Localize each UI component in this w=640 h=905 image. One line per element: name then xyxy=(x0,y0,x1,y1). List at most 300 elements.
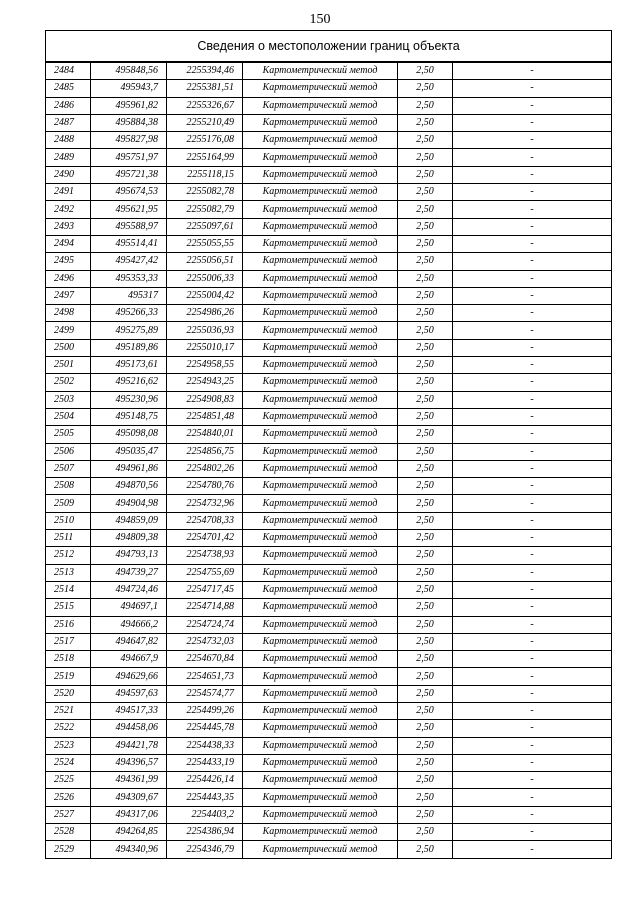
y-coordinate-cell: 2255097,61 xyxy=(167,218,243,235)
table-title: Сведения о местоположении границ объекта xyxy=(46,31,612,63)
x-coordinate-cell: 495189,86 xyxy=(91,339,167,356)
y-coordinate-cell: 2255326,67 xyxy=(167,97,243,114)
x-coordinate-cell: 494859,09 xyxy=(91,512,167,529)
method-cell: Картометрический метод xyxy=(243,132,398,149)
description-cell: - xyxy=(453,512,612,529)
x-coordinate-cell: 495943,7 xyxy=(91,80,167,97)
accuracy-cell: 2,50 xyxy=(398,201,453,218)
point-number-cell: 2510 xyxy=(46,512,91,529)
method-cell: Картометрический метод xyxy=(243,357,398,374)
point-number-cell: 2495 xyxy=(46,253,91,270)
table-row xyxy=(46,737,612,754)
method-cell: Картометрический метод xyxy=(243,408,398,425)
y-coordinate-cell: 2254714,88 xyxy=(167,599,243,616)
accuracy-cell: 2,50 xyxy=(398,218,453,235)
point-number-cell: 2493 xyxy=(46,218,91,235)
description-cell: - xyxy=(453,426,612,443)
y-coordinate-cell: 2255394,46 xyxy=(167,62,243,80)
table-row xyxy=(46,322,612,339)
method-cell: Картометрический метод xyxy=(243,62,398,80)
table-row xyxy=(46,581,612,598)
table-row xyxy=(46,218,612,235)
x-coordinate-cell: 494421,78 xyxy=(91,737,167,754)
method-cell: Картометрический метод xyxy=(243,564,398,581)
accuracy-cell: 2,50 xyxy=(398,495,453,512)
method-cell: Картометрический метод xyxy=(243,305,398,322)
y-coordinate-cell: 2254943,25 xyxy=(167,374,243,391)
description-cell: - xyxy=(453,547,612,564)
y-coordinate-cell: 2254840,01 xyxy=(167,426,243,443)
x-coordinate-cell: 494264,85 xyxy=(91,824,167,841)
y-coordinate-cell: 2255010,17 xyxy=(167,339,243,356)
description-cell: - xyxy=(453,218,612,235)
method-cell: Картометрический метод xyxy=(243,253,398,270)
y-coordinate-cell: 2254433,19 xyxy=(167,754,243,771)
accuracy-cell: 2,50 xyxy=(398,824,453,841)
x-coordinate-cell: 494739,27 xyxy=(91,564,167,581)
accuracy-cell: 2,50 xyxy=(398,62,453,80)
x-coordinate-cell: 495848,56 xyxy=(91,62,167,80)
table-row xyxy=(46,305,612,322)
y-coordinate-cell: 2255210,49 xyxy=(167,114,243,131)
table-row xyxy=(46,495,612,512)
y-coordinate-cell: 2254426,14 xyxy=(167,772,243,789)
table-row xyxy=(46,97,612,114)
accuracy-cell: 2,50 xyxy=(398,339,453,356)
table-row xyxy=(46,114,612,131)
x-coordinate-cell: 494697,1 xyxy=(91,599,167,616)
x-coordinate-cell: 494809,38 xyxy=(91,530,167,547)
table-row xyxy=(46,80,612,97)
x-coordinate-cell: 494904,98 xyxy=(91,495,167,512)
description-cell: - xyxy=(453,633,612,650)
page-number: 150 xyxy=(309,12,331,27)
method-cell: Картометрический метод xyxy=(243,235,398,252)
point-number-cell: 2485 xyxy=(46,80,91,97)
x-coordinate-cell: 494629,66 xyxy=(91,668,167,685)
accuracy-cell: 2,50 xyxy=(398,633,453,650)
y-coordinate-cell: 2254986,26 xyxy=(167,305,243,322)
description-cell: - xyxy=(453,201,612,218)
method-cell: Картометрический метод xyxy=(243,339,398,356)
table-row xyxy=(46,270,612,287)
y-coordinate-cell: 2254651,73 xyxy=(167,668,243,685)
x-coordinate-cell: 494666,2 xyxy=(91,616,167,633)
point-number-cell: 2503 xyxy=(46,391,91,408)
y-coordinate-cell: 2255381,51 xyxy=(167,80,243,97)
method-cell: Картометрический метод xyxy=(243,737,398,754)
table-row xyxy=(46,149,612,166)
description-cell: - xyxy=(453,530,612,547)
table-row xyxy=(46,841,612,858)
y-coordinate-cell: 2255006,33 xyxy=(167,270,243,287)
point-number-cell: 2511 xyxy=(46,530,91,547)
x-coordinate-cell: 495098,08 xyxy=(91,426,167,443)
method-cell: Картометрический метод xyxy=(243,841,398,858)
description-cell: - xyxy=(453,720,612,737)
description-cell: - xyxy=(453,702,612,719)
x-coordinate-cell: 494724,46 xyxy=(91,581,167,598)
accuracy-cell: 2,50 xyxy=(398,322,453,339)
table-row xyxy=(46,287,612,304)
accuracy-cell: 2,50 xyxy=(398,357,453,374)
description-cell: - xyxy=(453,478,612,495)
table-row xyxy=(46,478,612,495)
description-cell: - xyxy=(453,754,612,771)
x-coordinate-cell: 494597,63 xyxy=(91,685,167,702)
accuracy-cell: 2,50 xyxy=(398,789,453,806)
point-number-cell: 2526 xyxy=(46,789,91,806)
point-number-cell: 2490 xyxy=(46,166,91,183)
point-number-cell: 2512 xyxy=(46,547,91,564)
x-coordinate-cell: 494396,57 xyxy=(91,754,167,771)
description-cell: - xyxy=(453,374,612,391)
description-cell: - xyxy=(453,253,612,270)
y-coordinate-cell: 2254908,83 xyxy=(167,391,243,408)
accuracy-cell: 2,50 xyxy=(398,166,453,183)
y-coordinate-cell: 2254445,78 xyxy=(167,720,243,737)
x-coordinate-cell: 495353,33 xyxy=(91,270,167,287)
x-coordinate-cell: 494647,82 xyxy=(91,633,167,650)
method-cell: Картометрический метод xyxy=(243,720,398,737)
table-row xyxy=(46,408,612,425)
y-coordinate-cell: 2254574,77 xyxy=(167,685,243,702)
point-number-cell: 2517 xyxy=(46,633,91,650)
method-cell: Картометрический метод xyxy=(243,824,398,841)
x-coordinate-cell: 495884,38 xyxy=(91,114,167,131)
table-row xyxy=(46,62,612,80)
description-cell: - xyxy=(453,287,612,304)
description-cell: - xyxy=(453,114,612,131)
point-number-cell: 2527 xyxy=(46,806,91,823)
point-number-cell: 2506 xyxy=(46,443,91,460)
accuracy-cell: 2,50 xyxy=(398,305,453,322)
table-row xyxy=(46,201,612,218)
point-number-cell: 2507 xyxy=(46,460,91,477)
table-row xyxy=(46,772,612,789)
table-row xyxy=(46,616,612,633)
description-cell: - xyxy=(453,62,612,80)
point-number-cell: 2524 xyxy=(46,754,91,771)
y-coordinate-cell: 2254346,79 xyxy=(167,841,243,858)
accuracy-cell: 2,50 xyxy=(398,737,453,754)
x-coordinate-cell: 494458,06 xyxy=(91,720,167,737)
table-row xyxy=(46,235,612,252)
point-number-cell: 2500 xyxy=(46,339,91,356)
description-cell: - xyxy=(453,841,612,858)
y-coordinate-cell: 2255164,99 xyxy=(167,149,243,166)
table-row xyxy=(46,391,612,408)
accuracy-cell: 2,50 xyxy=(398,547,453,564)
method-cell: Картометрический метод xyxy=(243,754,398,771)
method-cell: Картометрический метод xyxy=(243,218,398,235)
description-cell: - xyxy=(453,235,612,252)
y-coordinate-cell: 2254443,35 xyxy=(167,789,243,806)
boundary-coordinates-table xyxy=(45,30,612,859)
method-cell: Картометрический метод xyxy=(243,149,398,166)
table-header-row xyxy=(46,31,612,63)
method-cell: Картометрический метод xyxy=(243,460,398,477)
point-number-cell: 2492 xyxy=(46,201,91,218)
table-row xyxy=(46,633,612,650)
point-number-cell: 2484 xyxy=(46,62,91,80)
accuracy-cell: 2,50 xyxy=(398,841,453,858)
table-row xyxy=(46,253,612,270)
description-cell: - xyxy=(453,97,612,114)
accuracy-cell: 2,50 xyxy=(398,651,453,668)
point-number-cell: 2521 xyxy=(46,702,91,719)
accuracy-cell: 2,50 xyxy=(398,772,453,789)
method-cell: Картометрический метод xyxy=(243,287,398,304)
accuracy-cell: 2,50 xyxy=(398,235,453,252)
accuracy-cell: 2,50 xyxy=(398,754,453,771)
y-coordinate-cell: 2254717,45 xyxy=(167,581,243,598)
description-cell: - xyxy=(453,651,612,668)
table-row xyxy=(46,651,612,668)
accuracy-cell: 2,50 xyxy=(398,391,453,408)
x-coordinate-cell: 494340,96 xyxy=(91,841,167,858)
table-row xyxy=(46,547,612,564)
point-number-cell: 2486 xyxy=(46,97,91,114)
x-coordinate-cell: 494870,56 xyxy=(91,478,167,495)
point-number-cell: 2499 xyxy=(46,322,91,339)
y-coordinate-cell: 2254438,33 xyxy=(167,737,243,754)
method-cell: Картометрический метод xyxy=(243,685,398,702)
y-coordinate-cell: 2255118,15 xyxy=(167,166,243,183)
point-number-cell: 2518 xyxy=(46,651,91,668)
description-cell: - xyxy=(453,599,612,616)
point-number-cell: 2488 xyxy=(46,132,91,149)
point-number-cell: 2528 xyxy=(46,824,91,841)
table-row xyxy=(46,668,612,685)
table-row xyxy=(46,530,612,547)
table-body xyxy=(46,62,612,858)
x-coordinate-cell: 494961,86 xyxy=(91,460,167,477)
x-coordinate-cell: 495621,95 xyxy=(91,201,167,218)
accuracy-cell: 2,50 xyxy=(398,374,453,391)
y-coordinate-cell: 2254732,03 xyxy=(167,633,243,650)
accuracy-cell: 2,50 xyxy=(398,426,453,443)
method-cell: Картометрический метод xyxy=(243,702,398,719)
accuracy-cell: 2,50 xyxy=(398,478,453,495)
x-coordinate-cell: 495173,61 xyxy=(91,357,167,374)
accuracy-cell: 2,50 xyxy=(398,512,453,529)
x-coordinate-cell: 494793,13 xyxy=(91,547,167,564)
description-cell: - xyxy=(453,80,612,97)
description-cell: - xyxy=(453,806,612,823)
description-cell: - xyxy=(453,824,612,841)
y-coordinate-cell: 2254708,33 xyxy=(167,512,243,529)
accuracy-cell: 2,50 xyxy=(398,80,453,97)
table-row xyxy=(46,806,612,823)
y-coordinate-cell: 2254780,76 xyxy=(167,478,243,495)
method-cell: Картометрический метод xyxy=(243,322,398,339)
method-cell: Картометрический метод xyxy=(243,547,398,564)
description-cell: - xyxy=(453,668,612,685)
x-coordinate-cell: 494667,9 xyxy=(91,651,167,668)
description-cell: - xyxy=(453,616,612,633)
accuracy-cell: 2,50 xyxy=(398,530,453,547)
accuracy-cell: 2,50 xyxy=(398,253,453,270)
accuracy-cell: 2,50 xyxy=(398,443,453,460)
method-cell: Картометрический метод xyxy=(243,166,398,183)
accuracy-cell: 2,50 xyxy=(398,702,453,719)
accuracy-cell: 2,50 xyxy=(398,685,453,702)
point-number-cell: 2501 xyxy=(46,357,91,374)
point-number-cell: 2513 xyxy=(46,564,91,581)
x-coordinate-cell: 495751,97 xyxy=(91,149,167,166)
accuracy-cell: 2,50 xyxy=(398,564,453,581)
y-coordinate-cell: 2254701,42 xyxy=(167,530,243,547)
point-number-cell: 2525 xyxy=(46,772,91,789)
accuracy-cell: 2,50 xyxy=(398,668,453,685)
description-cell: - xyxy=(453,789,612,806)
x-coordinate-cell: 495674,53 xyxy=(91,184,167,201)
accuracy-cell: 2,50 xyxy=(398,599,453,616)
description-cell: - xyxy=(453,408,612,425)
point-number-cell: 2508 xyxy=(46,478,91,495)
x-coordinate-cell: 495148,75 xyxy=(91,408,167,425)
table-row xyxy=(46,426,612,443)
x-coordinate-cell: 495721,38 xyxy=(91,166,167,183)
point-number-cell: 2487 xyxy=(46,114,91,131)
method-cell: Картометрический метод xyxy=(243,374,398,391)
table-row xyxy=(46,564,612,581)
accuracy-cell: 2,50 xyxy=(398,287,453,304)
point-number-cell: 2491 xyxy=(46,184,91,201)
y-coordinate-cell: 2255036,93 xyxy=(167,322,243,339)
method-cell: Картометрический метод xyxy=(243,80,398,97)
table-row xyxy=(46,720,612,737)
method-cell: Картометрический метод xyxy=(243,806,398,823)
table-row xyxy=(46,339,612,356)
y-coordinate-cell: 2254851,48 xyxy=(167,408,243,425)
table-row xyxy=(46,460,612,477)
x-coordinate-cell: 495588,97 xyxy=(91,218,167,235)
x-coordinate-cell: 495427,42 xyxy=(91,253,167,270)
description-cell: - xyxy=(453,149,612,166)
point-number-cell: 2504 xyxy=(46,408,91,425)
y-coordinate-cell: 2254958,55 xyxy=(167,357,243,374)
y-coordinate-cell: 2255056,51 xyxy=(167,253,243,270)
table-row xyxy=(46,599,612,616)
point-number-cell: 2516 xyxy=(46,616,91,633)
table-row xyxy=(46,184,612,201)
x-coordinate-cell: 495961,82 xyxy=(91,97,167,114)
description-cell: - xyxy=(453,685,612,702)
method-cell: Картометрический метод xyxy=(243,651,398,668)
method-cell: Картометрический метод xyxy=(243,599,398,616)
accuracy-cell: 2,50 xyxy=(398,114,453,131)
method-cell: Картометрический метод xyxy=(243,478,398,495)
description-cell: - xyxy=(453,495,612,512)
description-cell: - xyxy=(453,581,612,598)
table-row xyxy=(46,443,612,460)
y-coordinate-cell: 2254386,94 xyxy=(167,824,243,841)
y-coordinate-cell: 2254403,2 xyxy=(167,806,243,823)
x-coordinate-cell: 495266,33 xyxy=(91,305,167,322)
y-coordinate-cell: 2254856,75 xyxy=(167,443,243,460)
method-cell: Картометрический метод xyxy=(243,512,398,529)
point-number-cell: 2520 xyxy=(46,685,91,702)
x-coordinate-cell: 495035,47 xyxy=(91,443,167,460)
method-cell: Картометрический метод xyxy=(243,633,398,650)
y-coordinate-cell: 2255055,55 xyxy=(167,235,243,252)
y-coordinate-cell: 2255176,08 xyxy=(167,132,243,149)
y-coordinate-cell: 2254724,74 xyxy=(167,616,243,633)
description-cell: - xyxy=(453,184,612,201)
y-coordinate-cell: 2255082,78 xyxy=(167,184,243,201)
table-row xyxy=(46,702,612,719)
accuracy-cell: 2,50 xyxy=(398,460,453,477)
accuracy-cell: 2,50 xyxy=(398,132,453,149)
table-row xyxy=(46,374,612,391)
y-coordinate-cell: 2255004,42 xyxy=(167,287,243,304)
description-cell: - xyxy=(453,339,612,356)
description-cell: - xyxy=(453,322,612,339)
table-row xyxy=(46,685,612,702)
point-number-cell: 2519 xyxy=(46,668,91,685)
description-cell: - xyxy=(453,357,612,374)
point-number-cell: 2496 xyxy=(46,270,91,287)
point-number-cell: 2502 xyxy=(46,374,91,391)
y-coordinate-cell: 2254732,96 xyxy=(167,495,243,512)
table-row xyxy=(46,754,612,771)
accuracy-cell: 2,50 xyxy=(398,408,453,425)
x-coordinate-cell: 494309,67 xyxy=(91,789,167,806)
y-coordinate-cell: 2254499,26 xyxy=(167,702,243,719)
accuracy-cell: 2,50 xyxy=(398,581,453,598)
method-cell: Картометрический метод xyxy=(243,789,398,806)
accuracy-cell: 2,50 xyxy=(398,149,453,166)
method-cell: Картометрический метод xyxy=(243,97,398,114)
y-coordinate-cell: 2254670,84 xyxy=(167,651,243,668)
method-cell: Картометрический метод xyxy=(243,530,398,547)
point-number-cell: 2522 xyxy=(46,720,91,737)
point-number-cell: 2498 xyxy=(46,305,91,322)
accuracy-cell: 2,50 xyxy=(398,97,453,114)
x-coordinate-cell: 495317 xyxy=(91,287,167,304)
method-cell: Картометрический метод xyxy=(243,616,398,633)
x-coordinate-cell: 494361,99 xyxy=(91,772,167,789)
method-cell: Картометрический метод xyxy=(243,270,398,287)
accuracy-cell: 2,50 xyxy=(398,720,453,737)
description-cell: - xyxy=(453,443,612,460)
point-number-cell: 2505 xyxy=(46,426,91,443)
x-coordinate-cell: 495230,96 xyxy=(91,391,167,408)
table-row xyxy=(46,132,612,149)
point-number-cell: 2489 xyxy=(46,149,91,166)
y-coordinate-cell: 2254802,26 xyxy=(167,460,243,477)
method-cell: Картометрический метод xyxy=(243,114,398,131)
accuracy-cell: 2,50 xyxy=(398,806,453,823)
method-cell: Картометрический метод xyxy=(243,495,398,512)
x-coordinate-cell: 495275,89 xyxy=(91,322,167,339)
y-coordinate-cell: 2254738,93 xyxy=(167,547,243,564)
y-coordinate-cell: 2254755,69 xyxy=(167,564,243,581)
accuracy-cell: 2,50 xyxy=(398,184,453,201)
description-cell: - xyxy=(453,772,612,789)
x-coordinate-cell: 495827,98 xyxy=(91,132,167,149)
method-cell: Картометрический метод xyxy=(243,581,398,598)
point-number-cell: 2529 xyxy=(46,841,91,858)
point-number-cell: 2515 xyxy=(46,599,91,616)
x-coordinate-cell: 495514,41 xyxy=(91,235,167,252)
x-coordinate-cell: 495216,62 xyxy=(91,374,167,391)
method-cell: Картометрический метод xyxy=(243,668,398,685)
method-cell: Картометрический метод xyxy=(243,391,398,408)
point-number-cell: 2497 xyxy=(46,287,91,304)
